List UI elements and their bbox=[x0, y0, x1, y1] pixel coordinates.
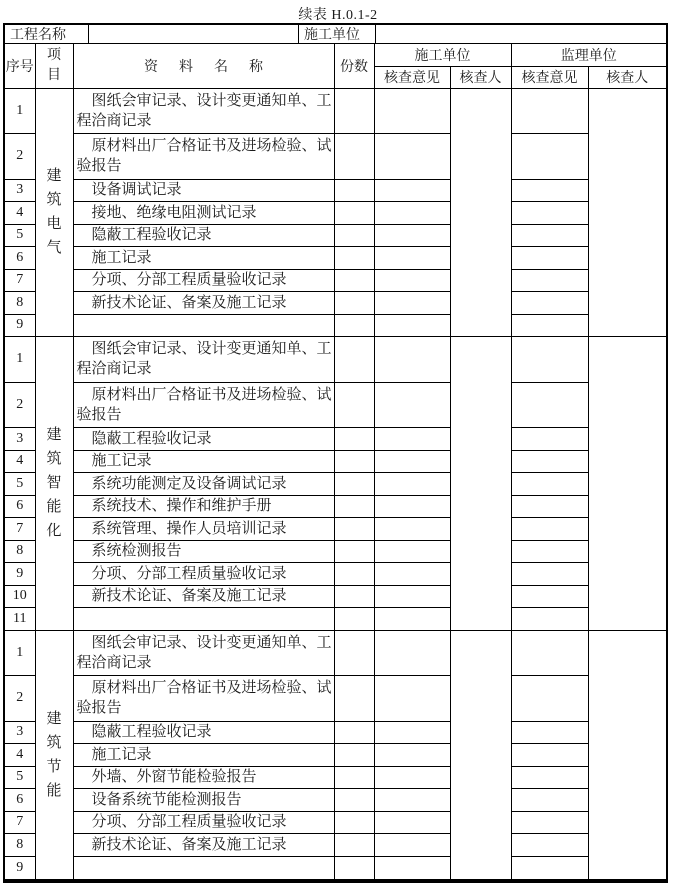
table-row bbox=[5, 495, 666, 518]
seq-cell: 3 bbox=[5, 428, 35, 451]
record-name-cell: 图纸会审记录、设计变更通知单、工程洽商记录 bbox=[73, 630, 334, 676]
col-header-supervision-person: 核查人 bbox=[588, 66, 666, 88]
record-name-cell: 系统管理、操作人员培训记录 bbox=[73, 518, 334, 541]
copies-cell bbox=[334, 314, 374, 337]
project-category-cell bbox=[35, 88, 73, 337]
table-row bbox=[5, 856, 666, 879]
table-row bbox=[5, 811, 666, 834]
supervision-person-cell bbox=[588, 630, 666, 879]
record-name-cell: 系统技术、操作和维护手册 bbox=[73, 495, 334, 518]
copies-cell bbox=[334, 179, 374, 202]
copies-cell bbox=[334, 834, 374, 857]
construction-opinion-cell bbox=[374, 789, 450, 812]
record-name-cell: 施工记录 bbox=[73, 744, 334, 767]
copies-cell bbox=[334, 856, 374, 879]
record-name-cell: 设备调试记录 bbox=[73, 179, 334, 202]
supervision-opinion-cell bbox=[511, 766, 588, 789]
copies-cell bbox=[334, 540, 374, 563]
col-header-construction-opinion: 核查意见 bbox=[374, 66, 450, 88]
copies-cell bbox=[334, 202, 374, 225]
construction-opinion-cell bbox=[374, 269, 450, 292]
seq-cell: 4 bbox=[5, 202, 35, 225]
record-name-cell: 系统检测报告 bbox=[73, 540, 334, 563]
supervision-opinion-cell bbox=[511, 179, 588, 202]
record-name-cell: 图纸会审记录、设计变更通知单、工程洽商记录 bbox=[73, 337, 334, 383]
record-name-cell bbox=[73, 856, 334, 879]
copies-cell bbox=[334, 744, 374, 767]
record-name-cell: 外墙、外窗节能检验报告 bbox=[73, 766, 334, 789]
construction-opinion-cell bbox=[374, 179, 450, 202]
col-header-copies: 份数 bbox=[334, 44, 374, 88]
seq-cell: 5 bbox=[5, 224, 35, 247]
table-row bbox=[5, 518, 666, 541]
seq-cell: 10 bbox=[5, 585, 35, 608]
supervision-opinion-cell bbox=[511, 88, 588, 134]
record-name-cell: 分项、分部工程质量验收记录 bbox=[73, 563, 334, 586]
construction-opinion-cell bbox=[374, 834, 450, 857]
supervision-opinion-cell bbox=[511, 563, 588, 586]
supervision-opinion-cell bbox=[511, 382, 588, 428]
seq-cell: 7 bbox=[5, 518, 35, 541]
construction-opinion-cell bbox=[374, 292, 450, 315]
project-name-label: 工程名称 bbox=[5, 25, 89, 43]
project-name-value bbox=[89, 25, 299, 43]
construction-opinion-cell bbox=[374, 518, 450, 541]
construction-opinion-cell bbox=[374, 314, 450, 337]
col-header-name: 资 料 名 称 bbox=[73, 44, 334, 88]
table-row bbox=[5, 382, 666, 428]
copies-cell bbox=[334, 224, 374, 247]
record-name-cell: 原材料出厂合格证书及进场检验、试验报告 bbox=[73, 382, 334, 428]
seq-cell: 5 bbox=[5, 473, 35, 496]
copies-cell bbox=[334, 495, 374, 518]
copies-cell bbox=[334, 630, 374, 676]
table-row bbox=[5, 608, 666, 631]
supervision-opinion-cell bbox=[511, 856, 588, 879]
record-name-cell: 分项、分部工程质量验收记录 bbox=[73, 811, 334, 834]
seq-cell: 11 bbox=[5, 608, 35, 631]
supervision-opinion-cell bbox=[511, 337, 588, 383]
construction-opinion-cell bbox=[374, 744, 450, 767]
page-title: 续表 H.0.1-2 bbox=[298, 8, 378, 23]
seq-cell: 3 bbox=[5, 179, 35, 202]
copies-cell bbox=[334, 473, 374, 496]
record-name-cell: 新技术论证、备案及施工记录 bbox=[73, 834, 334, 857]
construction-opinion-cell bbox=[374, 88, 450, 134]
supervision-opinion-cell bbox=[511, 247, 588, 270]
seq-cell: 9 bbox=[5, 314, 35, 337]
construction-opinion-cell bbox=[374, 450, 450, 473]
construction-opinion-cell bbox=[374, 202, 450, 225]
construction-opinion-cell bbox=[374, 382, 450, 428]
table-row bbox=[5, 540, 666, 563]
seq-cell: 4 bbox=[5, 744, 35, 767]
supervision-opinion-cell bbox=[511, 744, 588, 767]
table-row bbox=[5, 766, 666, 789]
seq-cell: 2 bbox=[5, 134, 35, 180]
seq-cell: 5 bbox=[5, 766, 35, 789]
seq-cell: 1 bbox=[5, 337, 35, 383]
seq-cell: 9 bbox=[5, 563, 35, 586]
supervision-opinion-cell bbox=[511, 608, 588, 631]
record-name-cell: 新技术论证、备案及施工记录 bbox=[73, 585, 334, 608]
construction-opinion-cell bbox=[374, 224, 450, 247]
copies-cell bbox=[334, 337, 374, 383]
table-row bbox=[5, 585, 666, 608]
construction-opinion-cell bbox=[374, 473, 450, 496]
header-row-groups bbox=[5, 44, 666, 66]
construction-opinion-cell bbox=[374, 428, 450, 451]
supervision-opinion-cell bbox=[511, 495, 588, 518]
seq-cell: 9 bbox=[5, 856, 35, 879]
copies-cell bbox=[334, 608, 374, 631]
construction-opinion-cell bbox=[374, 856, 450, 879]
col-header-construction-person: 核查人 bbox=[450, 66, 511, 88]
table-row bbox=[5, 202, 666, 225]
table-row bbox=[5, 473, 666, 496]
supervision-opinion-cell bbox=[511, 834, 588, 857]
supervision-opinion-cell bbox=[511, 314, 588, 337]
record-name-cell: 隐蔽工程验收记录 bbox=[73, 721, 334, 744]
copies-cell bbox=[334, 450, 374, 473]
supervision-opinion-cell bbox=[511, 269, 588, 292]
seq-cell: 1 bbox=[5, 630, 35, 676]
record-name-cell: 隐蔽工程验收记录 bbox=[73, 428, 334, 451]
supervision-opinion-cell bbox=[511, 676, 588, 722]
table-row bbox=[5, 179, 666, 202]
supervision-opinion-cell bbox=[511, 789, 588, 812]
table-row bbox=[5, 563, 666, 586]
seq-cell: 8 bbox=[5, 540, 35, 563]
copies-cell bbox=[334, 563, 374, 586]
construction-person-cell bbox=[450, 337, 511, 631]
table-row bbox=[5, 630, 666, 676]
table-row bbox=[5, 337, 666, 383]
table-row bbox=[5, 789, 666, 812]
construction-opinion-cell bbox=[374, 337, 450, 383]
table-row bbox=[5, 428, 666, 451]
table-row bbox=[5, 450, 666, 473]
construction-opinion-cell bbox=[374, 134, 450, 180]
supervision-opinion-cell bbox=[511, 518, 588, 541]
copies-cell bbox=[334, 721, 374, 744]
seq-cell: 8 bbox=[5, 292, 35, 315]
record-name-cell: 图纸会审记录、设计变更通知单、工程洽商记录 bbox=[73, 88, 334, 134]
project-category-cell bbox=[35, 630, 73, 879]
copies-cell bbox=[334, 428, 374, 451]
supervision-opinion-cell bbox=[511, 473, 588, 496]
table-row bbox=[5, 721, 666, 744]
construction-unit-value bbox=[376, 25, 666, 43]
supervision-person-cell bbox=[588, 337, 666, 631]
table-row bbox=[5, 134, 666, 180]
col-header-item-label: 项目 bbox=[47, 47, 61, 83]
construction-opinion-cell bbox=[374, 540, 450, 563]
copies-cell bbox=[334, 292, 374, 315]
copies-cell bbox=[334, 247, 374, 270]
supervision-opinion-cell bbox=[511, 811, 588, 834]
seq-cell: 3 bbox=[5, 721, 35, 744]
seq-cell: 7 bbox=[5, 811, 35, 834]
copies-cell bbox=[334, 134, 374, 180]
construction-opinion-cell bbox=[374, 676, 450, 722]
table-row bbox=[5, 292, 666, 315]
construction-opinion-cell bbox=[374, 563, 450, 586]
copies-cell bbox=[334, 676, 374, 722]
project-category-label: 建筑智能化 bbox=[46, 427, 62, 540]
supervision-opinion-cell bbox=[511, 721, 588, 744]
construction-opinion-cell bbox=[374, 811, 450, 834]
col-header-supervision-opinion: 核查意见 bbox=[511, 66, 588, 88]
table-row bbox=[5, 676, 666, 722]
record-name-cell: 设备系统节能检测报告 bbox=[73, 789, 334, 812]
checklist-table bbox=[3, 23, 668, 883]
seq-cell: 2 bbox=[5, 382, 35, 428]
supervision-opinion-cell bbox=[511, 540, 588, 563]
supervision-opinion-cell bbox=[511, 202, 588, 225]
construction-opinion-cell bbox=[374, 630, 450, 676]
construction-opinion-cell bbox=[374, 247, 450, 270]
col-group-supervision-unit: 监理单位 bbox=[511, 44, 666, 66]
seq-cell: 6 bbox=[5, 495, 35, 518]
table-row bbox=[5, 247, 666, 270]
seq-cell: 6 bbox=[5, 789, 35, 812]
records-table bbox=[5, 44, 666, 879]
record-name-cell: 接地、绝缘电阻测试记录 bbox=[73, 202, 334, 225]
construction-person-cell bbox=[450, 630, 511, 879]
seq-cell: 1 bbox=[5, 88, 35, 134]
copies-cell bbox=[334, 585, 374, 608]
table-row bbox=[5, 744, 666, 767]
copies-cell bbox=[334, 518, 374, 541]
table-row bbox=[5, 314, 666, 337]
supervision-person-cell bbox=[588, 88, 666, 337]
supervision-opinion-cell bbox=[511, 585, 588, 608]
construction-opinion-cell bbox=[374, 766, 450, 789]
table-row bbox=[5, 269, 666, 292]
record-name-cell: 分项、分部工程质量验收记录 bbox=[73, 269, 334, 292]
copies-cell bbox=[334, 269, 374, 292]
table-row bbox=[5, 88, 666, 134]
copies-cell bbox=[334, 766, 374, 789]
seq-cell: 6 bbox=[5, 247, 35, 270]
supervision-opinion-cell bbox=[511, 450, 588, 473]
record-name-cell: 系统功能测定及设备调试记录 bbox=[73, 473, 334, 496]
supervision-opinion-cell bbox=[511, 134, 588, 180]
record-name-cell: 原材料出厂合格证书及进场检验、试验报告 bbox=[73, 134, 334, 180]
seq-cell: 4 bbox=[5, 450, 35, 473]
supervision-opinion-cell bbox=[511, 292, 588, 315]
supervision-opinion-cell bbox=[511, 224, 588, 247]
seq-cell: 2 bbox=[5, 676, 35, 722]
col-header-seq: 序号 bbox=[5, 44, 35, 88]
supervision-opinion-cell bbox=[511, 630, 588, 676]
construction-opinion-cell bbox=[374, 495, 450, 518]
record-name-cell bbox=[73, 608, 334, 631]
record-name-cell: 隐蔽工程验收记录 bbox=[73, 224, 334, 247]
construction-unit-label: 施工单位 bbox=[299, 25, 376, 43]
table-row bbox=[5, 224, 666, 247]
copies-cell bbox=[334, 88, 374, 134]
record-name-cell: 新技术论证、备案及施工记录 bbox=[73, 292, 334, 315]
project-category-label: 建筑电气 bbox=[46, 168, 62, 257]
construction-opinion-cell bbox=[374, 608, 450, 631]
seq-cell: 7 bbox=[5, 269, 35, 292]
project-category-cell bbox=[35, 337, 73, 631]
table-row bbox=[5, 834, 666, 857]
construction-person-cell bbox=[450, 88, 511, 337]
record-name-cell: 原材料出厂合格证书及进场检验、试验报告 bbox=[73, 676, 334, 722]
copies-cell bbox=[334, 789, 374, 812]
record-name-cell: 施工记录 bbox=[73, 450, 334, 473]
project-category-label: 建筑节能 bbox=[46, 710, 62, 799]
record-name-cell bbox=[73, 314, 334, 337]
col-header-item bbox=[35, 44, 73, 88]
construction-opinion-cell bbox=[374, 585, 450, 608]
construction-opinion-cell bbox=[374, 721, 450, 744]
record-name-cell: 施工记录 bbox=[73, 247, 334, 270]
info-row bbox=[5, 25, 666, 44]
copies-cell bbox=[334, 811, 374, 834]
copies-cell bbox=[334, 382, 374, 428]
supervision-opinion-cell bbox=[511, 428, 588, 451]
col-group-construction-unit: 施工单位 bbox=[374, 44, 511, 66]
seq-cell: 8 bbox=[5, 834, 35, 857]
